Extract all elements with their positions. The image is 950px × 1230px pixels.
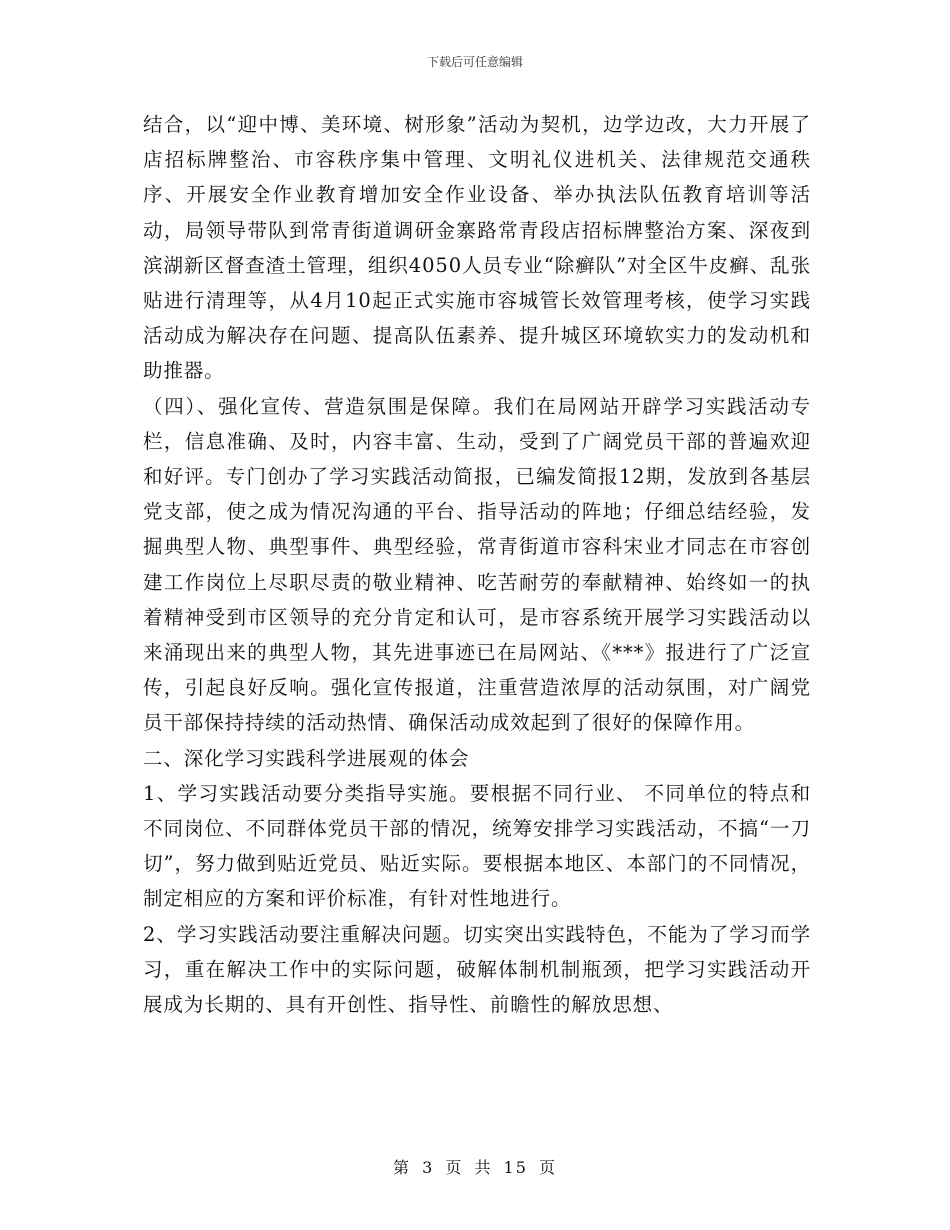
paragraph-4: 2、学习实践活动要注重解决问题。切实突出实践特色，不能为了学习而学习，重在解决工作中的实际问题，破解体制机制瓶颈，把学习实践活动开展成为长期的、具有开创性、指导性、前瞻性的解放思想、 [143,922,811,1017]
page-header-note: 下载后可任意编辑 [426,55,523,69]
document-body [143,107,811,1022]
paragraph-3: 1、学习实践活动要分类指导实施。要根据不同行业、 不同单位的特点和不同岗位、不同群体党员干部的情况，统筹安排学习实践活动，不搞“一刀切”，努力做到贴近党员、贴近实际。要根据本地区、本部门的不同情况，制定相应的方案和评价标准，有针对性地进行。 [143,781,811,911]
section-heading: 二、深化学习实践科学进展观的体会 [143,746,470,770]
paragraph-2: （四）、强化宣传、营造氛围是保障。我们在局网站开辟学习实践活动专栏，信息准确、及时，内容丰富、生动，受到了广阔党员干部的普遍欢迎和好评。专门创办了学习实践活动简报，已编发简报12期，发放到各基层党支部，使之成为情况沟通的平台、指导活动的阵地；仔细总结经验，发掘典型人物、典型事件、典型经验，常青街道市容科宋业才同志在市容创建工作岗位上尽职尽责的敬业精神、吃苦耐劳的奉献精神、始终如一的执着精神受到市区领导的充分肯定和认可，是市容系统开展学习实践活动以来涌现出来的典型人物，其先进事迹已在局网站、《***》报进行了广泛宣传，引起良好反响。强化宣传报道，注重营造浓厚的活动氛围，对广阔党员干部保持持续的活动热情、确保活动成效起到了很好的保障作用。 [143,394,811,735]
page-number: 第 3 页 共 15 页 [393,1158,557,1177]
paragraph-1: 结合，以“迎中博、美环境、树形象”活动为契机，边学边改，大力开展了店招标牌整治、市容秩序集中管理、文明礼仪进机关、法律规范交通秩序、开展安全作业教育增加安全作业设备、举办执法队伍教育培训等活动，局领导带队到常青街道调研金寨路常青段店招标牌整治方案、深夜到滨湖新区督查渣土管理，组织4050人员专业“除癣队”对全区牛皮癣、乱张贴进行清理等，从4月10起正式实施市容城管长效管理考核，使学习实践活动成为解决存在问题、提高队伍素养、提升城区环境软实力的发动机和助推器。 [143,113,811,383]
